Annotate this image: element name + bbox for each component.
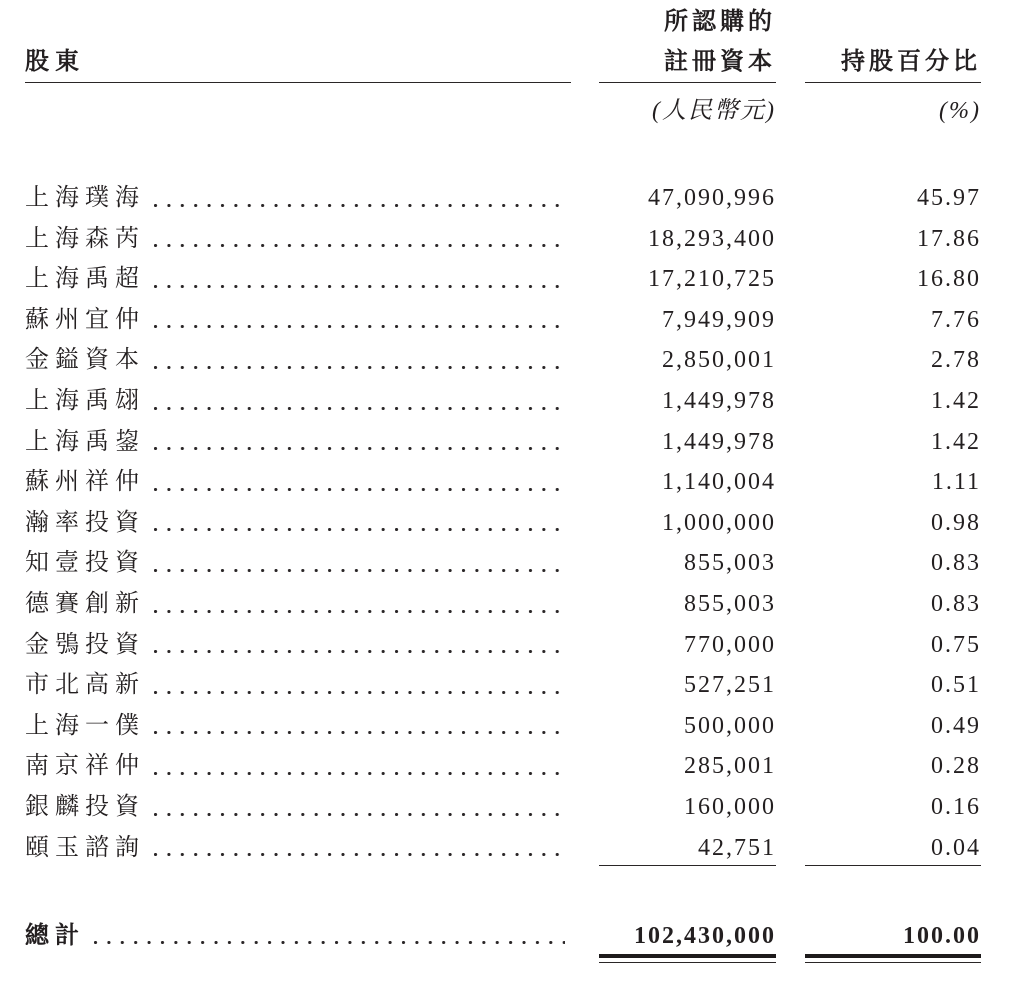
capital-unit-label: (人民幣元) bbox=[652, 98, 776, 124]
capital-value: 2,850,001 bbox=[662, 347, 776, 374]
shareholder-name: 德賽創新 bbox=[25, 590, 145, 617]
percent-value: 2.78 bbox=[931, 347, 981, 374]
dot-leader bbox=[154, 407, 565, 410]
percent-value: 0.28 bbox=[931, 753, 981, 780]
table-row bbox=[25, 543, 981, 584]
total-capital-value: 102,430,000 bbox=[634, 923, 776, 950]
subscribed-capital-header-line1: 所認購的 bbox=[664, 8, 776, 35]
percent-value: 1.42 bbox=[931, 387, 981, 414]
shareholder-name: 上海璞海 bbox=[25, 185, 145, 211]
shareholder-name: 蘇州祥仲 bbox=[25, 469, 145, 496]
table-row bbox=[25, 706, 981, 747]
shareholder-name: 上海禹翃 bbox=[25, 387, 145, 414]
subscribed-capital-header-line2: 註冊資本 bbox=[664, 48, 776, 75]
percent-value: 1.11 bbox=[931, 469, 981, 496]
percent-value: 0.51 bbox=[931, 672, 981, 699]
table-row bbox=[25, 340, 981, 381]
capital-value: 855,003 bbox=[684, 550, 776, 577]
dot-leader bbox=[154, 204, 565, 207]
shareholder-header-label: 股東 bbox=[25, 48, 85, 75]
percent-value: 0.49 bbox=[931, 712, 981, 739]
shareholder-name: 上海禹超 bbox=[25, 266, 145, 293]
table-row bbox=[25, 625, 981, 666]
capital-value: 18,293,400 bbox=[648, 225, 776, 252]
table-row bbox=[25, 259, 981, 300]
shareholder-name: 知壹投資 bbox=[25, 550, 145, 577]
shareholding-percentage-header-label: 持股百分比 bbox=[841, 48, 981, 75]
shareholder-name: 上海森芮 bbox=[25, 225, 145, 252]
capital-value: 1,140,004 bbox=[662, 469, 776, 496]
total-percent-value: 100.00 bbox=[903, 923, 981, 950]
total-capital-double-rule bbox=[599, 954, 776, 963]
capital-value: 285,001 bbox=[684, 753, 776, 780]
table-row bbox=[25, 381, 981, 422]
percent-value: 1.42 bbox=[931, 428, 981, 455]
table-row bbox=[25, 219, 981, 260]
shareholder-name: 頤玉諮詢 bbox=[25, 834, 145, 861]
table-row bbox=[25, 665, 981, 706]
unit-subheader bbox=[25, 91, 981, 131]
shareholder-name: 瀚率投資 bbox=[25, 509, 145, 536]
dot-leader bbox=[154, 691, 565, 694]
shareholder-name: 市北高新 bbox=[25, 672, 145, 699]
percent-value: 0.83 bbox=[931, 550, 981, 577]
capital-value: 1,449,978 bbox=[662, 428, 776, 455]
capital-value: 500,000 bbox=[684, 712, 776, 739]
dot-leader bbox=[154, 325, 565, 328]
dot-leader bbox=[154, 366, 565, 369]
shareholder-name: 金鴞投資 bbox=[25, 631, 145, 658]
unit-spacer bbox=[25, 91, 571, 131]
table-row bbox=[25, 584, 981, 625]
percent-value: 0.98 bbox=[931, 509, 981, 536]
percent-value: 0.83 bbox=[931, 590, 981, 617]
column-header-shareholding-percentage bbox=[805, 2, 981, 83]
total-label: 總計 bbox=[25, 922, 85, 950]
capital-value: 1,000,000 bbox=[662, 509, 776, 536]
percent-value: 0.04 bbox=[931, 834, 981, 861]
percent-unit-label: (%) bbox=[939, 98, 981, 124]
capital-value: 7,949,909 bbox=[662, 306, 776, 333]
dot-leader bbox=[154, 528, 565, 531]
percent-value: 0.75 bbox=[931, 631, 981, 658]
capital-value: 17,210,725 bbox=[648, 266, 776, 293]
capital-value: 160,000 bbox=[684, 793, 776, 820]
total-double-rule bbox=[25, 954, 981, 963]
dot-leader bbox=[154, 285, 565, 288]
dot-leader bbox=[154, 569, 565, 572]
section-end-rule bbox=[25, 865, 981, 866]
shareholder-name: 銀麟投資 bbox=[25, 793, 145, 820]
dot-leader bbox=[154, 813, 565, 816]
shareholder-name: 南京祥仲 bbox=[25, 753, 145, 780]
dot-leader bbox=[154, 650, 565, 653]
capital-value: 1,449,978 bbox=[662, 387, 776, 414]
capital-value: 770,000 bbox=[684, 631, 776, 658]
shareholder-name: 上海一僕 bbox=[25, 712, 145, 739]
percent-value: 0.16 bbox=[931, 793, 981, 820]
dot-leader bbox=[154, 772, 565, 775]
dot-leader bbox=[154, 488, 565, 491]
percent-value: 16.80 bbox=[917, 266, 981, 293]
table-row bbox=[25, 178, 981, 219]
table-row bbox=[25, 462, 981, 503]
dot-leader bbox=[154, 610, 565, 613]
table-row bbox=[25, 787, 981, 828]
table-header bbox=[25, 2, 981, 83]
capital-column-rule bbox=[599, 865, 776, 866]
percent-column-rule bbox=[805, 865, 981, 866]
percent-value: 45.97 bbox=[917, 185, 981, 211]
dot-leader bbox=[154, 731, 565, 734]
dot-leader bbox=[94, 941, 565, 944]
table-row bbox=[25, 503, 981, 544]
percent-value: 17.86 bbox=[917, 225, 981, 252]
table-body bbox=[25, 178, 981, 868]
dot-leader bbox=[154, 447, 565, 450]
table-row bbox=[25, 828, 981, 869]
table-row bbox=[25, 746, 981, 787]
shareholder-name: 上海禹鋆 bbox=[25, 428, 145, 455]
total-percent-double-rule bbox=[805, 954, 981, 963]
shareholder-name: 金鎰資本 bbox=[25, 347, 145, 374]
capital-value: 527,251 bbox=[684, 672, 776, 699]
table-row bbox=[25, 300, 981, 341]
column-header-subscribed-capital bbox=[599, 2, 776, 83]
shareholder-name: 蘇州宜仲 bbox=[25, 306, 145, 333]
capital-value: 42,751 bbox=[698, 834, 776, 861]
total-row bbox=[25, 916, 981, 956]
dot-leader bbox=[154, 853, 565, 856]
capital-value: 47,090,996 bbox=[648, 185, 776, 211]
dot-leader bbox=[154, 244, 565, 247]
column-header-shareholder bbox=[25, 2, 571, 83]
table-row bbox=[25, 422, 981, 463]
capital-value: 855,003 bbox=[684, 590, 776, 617]
percent-value: 7.76 bbox=[931, 306, 981, 333]
